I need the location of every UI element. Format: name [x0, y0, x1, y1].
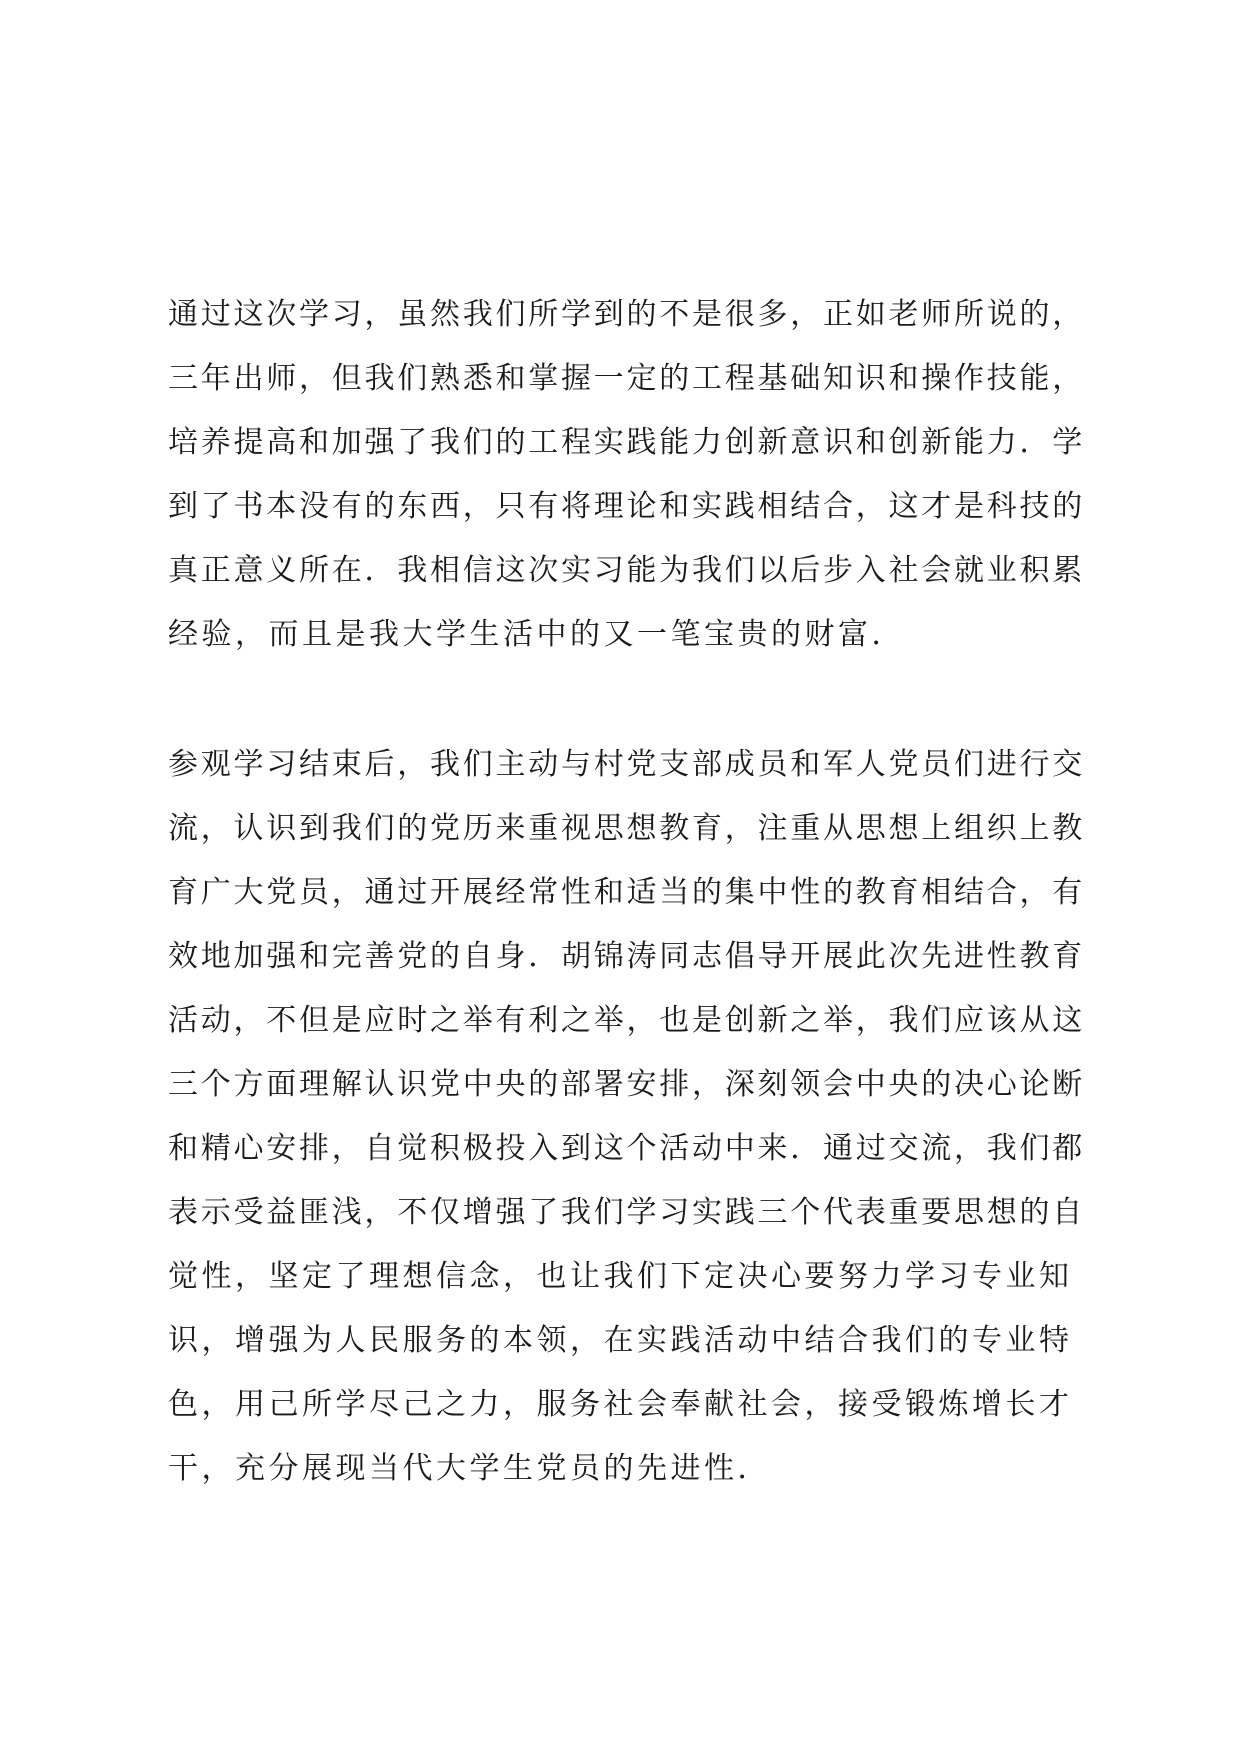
paragraph-line: 经验，而且是我大学生活中的又一笔宝贵的财富． [168, 617, 905, 652]
paragraph-line: 觉性，坚定了理想信念，也让我们下定决心要努力学习专业知 [168, 1259, 1073, 1294]
paragraph-line: 和精心安排，自觉积极投入到这个活动中来．通过交流，我们都 [168, 1131, 1085, 1166]
paragraph-line: 育广大党员，通过开展经常性和适当的集中性的教育相结合，有 [168, 875, 1085, 910]
paragraph-line: 通过这次学习，虽然我们所学到的不是很多，正如老师所说的， [168, 297, 1085, 332]
paragraph-line: 三年出师，但我们熟悉和掌握一定的工程基础知识和操作技能， [168, 361, 1085, 396]
paragraph-party-exchange [168, 733, 1088, 1501]
paragraph-internship-reflection [168, 283, 1088, 667]
paragraph-line: 参观学习结束后，我们主动与村党支部成员和军人党员们进行交 [168, 747, 1085, 782]
paragraph-line: 干，充分展现当代大学生党员的先进性． [168, 1451, 771, 1486]
paragraph-line: 识，增强为人民服务的本领，在实践活动中结合我们的专业特 [168, 1323, 1073, 1358]
paragraph-line: 真正意义所在．我相信这次实习能为我们以后步入社会就业积累 [168, 553, 1085, 588]
paragraph-line: 到了书本没有的东西，只有将理论和实践相结合，这才是科技的 [168, 489, 1085, 524]
paragraph-line: 流，认识到我们的党历来重视思想教育，注重从思想上组织上教 [168, 811, 1085, 846]
paragraph-line: 活动，不但是应时之举有利之举，也是创新之举，我们应该从这 [168, 1003, 1085, 1038]
paragraph-line: 培养提高和加强了我们的工程实践能力创新意识和创新能力．学 [168, 425, 1085, 460]
paragraph-line: 效地加强和完善党的自身．胡锦涛同志倡导开展此次先进性教育 [168, 939, 1085, 974]
paragraph-line: 表示受益匪浅，不仅增强了我们学习实践三个代表重要思想的自 [168, 1195, 1085, 1230]
paragraph-line: 色，用己所学尽己之力，服务社会奉献社会，接受锻炼增长才 [168, 1387, 1073, 1422]
paragraph-line: 三个方面理解认识党中央的部署安排，深刻领会中央的决心论断 [168, 1067, 1085, 1102]
